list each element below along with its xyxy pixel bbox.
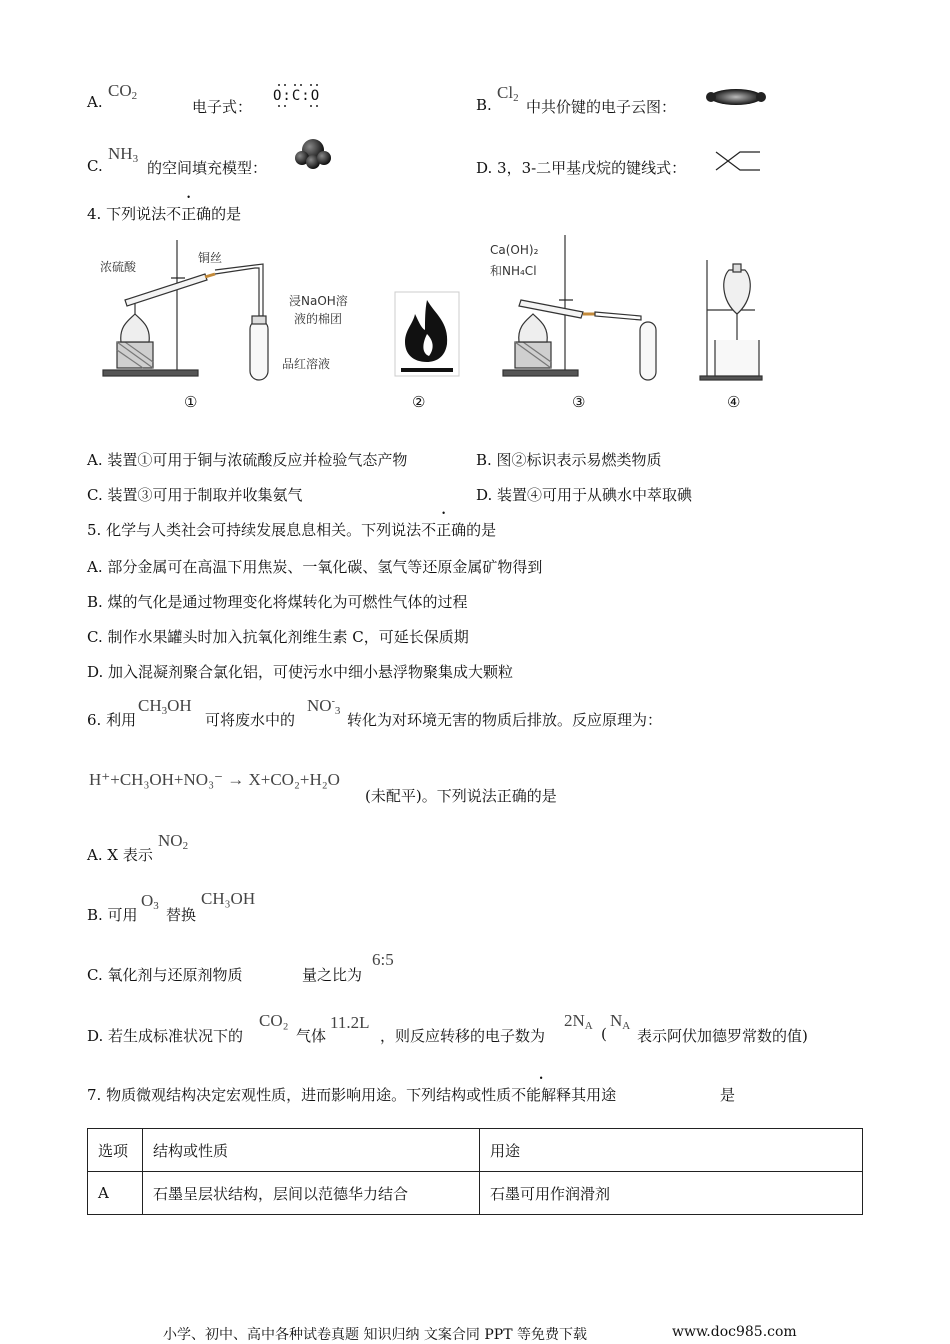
label-naoh-2: 液的棉团 [294,312,343,326]
q6-b-formula1: $O_3$ [141,891,159,912]
table-cell: 石墨可用作润滑剂 [480,1172,863,1215]
q4-stem: 4. 下列说法不正确的是 [87,205,242,223]
fig-number-2: ② [412,393,426,411]
footer-url[interactable]: www.doc985.com [672,1324,797,1340]
q6-d-text2: 气体 [296,1027,327,1045]
q6-c-ratio: 6:5 [372,950,394,969]
q6-option-a: A. X 表示 [87,846,153,864]
q6-d-paren: ( [601,1025,607,1043]
q7-stem: 7. 物质微观结构决定宏观性质，进而影响用途。下列结构或性质不能解释其用途 [87,1086,617,1104]
label-magenta: 品红溶液 [282,357,331,371]
label-reagent-1: Ca(OH)₂ [490,243,539,257]
label-copper-wire: 铜丝 [198,251,223,265]
electron-cloud-diagram [704,86,768,108]
table-cell: 石墨呈层状结构，层间以范德华力结合 [143,1172,480,1215]
q6-d-na: $N_A$ [610,1011,631,1032]
q3-option-b: B. [476,96,492,114]
table-header-cell: 结构或性质 [143,1129,480,1172]
q6-option-b: B. 可用 [87,906,138,924]
q6-b-text2: 替换 [166,906,197,924]
q3-a-formula: $CO_2$ [108,81,138,102]
q5-option-c: C. 制作水果罐头时加入抗氧化剂维生素 C，可延长保质期 [87,628,469,646]
q3-option-a: A. [87,93,103,111]
table-header-cell: 选项 [88,1129,143,1172]
q6-equation-note: (未配平)。下列说法正确的是 [365,787,557,805]
q3-a-text: 电子式： [192,98,253,116]
table-header-cell: 用途 [480,1129,863,1172]
q6-d-volume: 11.2L [330,1013,370,1032]
q6-b-formula2: CH₃OH [201,889,256,908]
fig-number-3: ③ [572,393,586,411]
q5-option-b: B. 煤的气化是通过物理变化将煤转化为可燃性气体的过程 [87,593,468,611]
q6-d-count: $2N_A$ [564,1011,593,1032]
q5-option-a: A. 部分金属可在高温下用焦炭、一氧化碳、氢气等还原金属矿物得到 [87,558,543,576]
q7-stem-end: 是 [720,1086,736,1104]
flammable-sign [395,292,459,376]
q3-b-formula: $Cl_2$ [497,83,519,104]
q3-option-d: D. 3，3-二甲基戊烷的键线式： [476,159,687,177]
label-conc-acid: 浓硫酸 [100,260,137,274]
q3-option-c: C. [87,157,103,175]
q6-option-c: C. 氧化剂与还原剂物质 [87,966,243,984]
q6-no3: $NO^-_3$ [307,696,341,717]
table-row [88,1172,863,1215]
lewis-dots [273,82,325,110]
co2-lewis-structure: O:C:O [273,88,321,104]
q4-option-b: B. 图②标识表示易燃类物质 [476,451,662,469]
q6-d-text3: ，则反应转移的电子数为 [380,1027,546,1045]
q6-stem-3: 转化为对环境无害的物质后排放。反应原理为： [347,711,663,729]
q7-table [87,1128,863,1215]
table-header-row [88,1129,863,1172]
q5-option-d: D. 加入混凝剂聚合氯化铝，可使污水中细小悬浮物聚集成大颗粒 [87,663,514,681]
fig-number-1: ① [184,393,198,411]
q6-ch3oh: $CH_3OH$ [138,696,192,717]
label-reagent-2: 和NH₄Cl [490,264,537,278]
q5-stem: 5. 化学与人类社会可持续发展息息相关。下列说法不正确的是 [87,521,497,539]
table-cell: A [88,1172,143,1215]
footer-text: 小学、初中、高中各种试卷真题 知识归纳 文案合同 PPT 等免费下载 [163,1327,587,1343]
q6-stem-1: 6. 利用 [87,711,137,729]
q4-option-a: A. 装置①可用于铜与浓硫酸反应并检验气态产物 [87,451,408,469]
nh3-space-filling-model [294,137,332,169]
q3-c-text: 的空间填充模型： [147,159,268,177]
q6-a-formula: $NO_2$ [158,831,189,852]
q6-equation: H⁺+CH₃OH+NO₃⁻ → X+CO₂+H₂O [89,770,340,789]
q6-d-gas: CO₂ [259,1011,289,1030]
q4-option-c: C. 装置③可用于制取并收集氨气 [87,486,303,504]
fig-number-4: ④ [727,393,741,411]
label-naoh-1: 浸NaOH溶 [289,294,348,308]
q3-c-formula: $NH_3$ [108,144,139,165]
q4-option-d: D. 装置④可用于从碘水中萃取碘 [476,486,693,504]
q6-d-text4: 表示阿伏加德罗常数的值) [637,1027,808,1045]
q6-option-d: D. 若生成标准状况下的 [87,1027,244,1045]
q6-stem-2: 可将废水中的 [205,711,296,729]
q3-b-text: 中共价键的电子云图： [526,98,677,116]
q6-c-text2: 量之比为 [302,966,363,984]
skeletal-formula-icon [714,148,764,172]
